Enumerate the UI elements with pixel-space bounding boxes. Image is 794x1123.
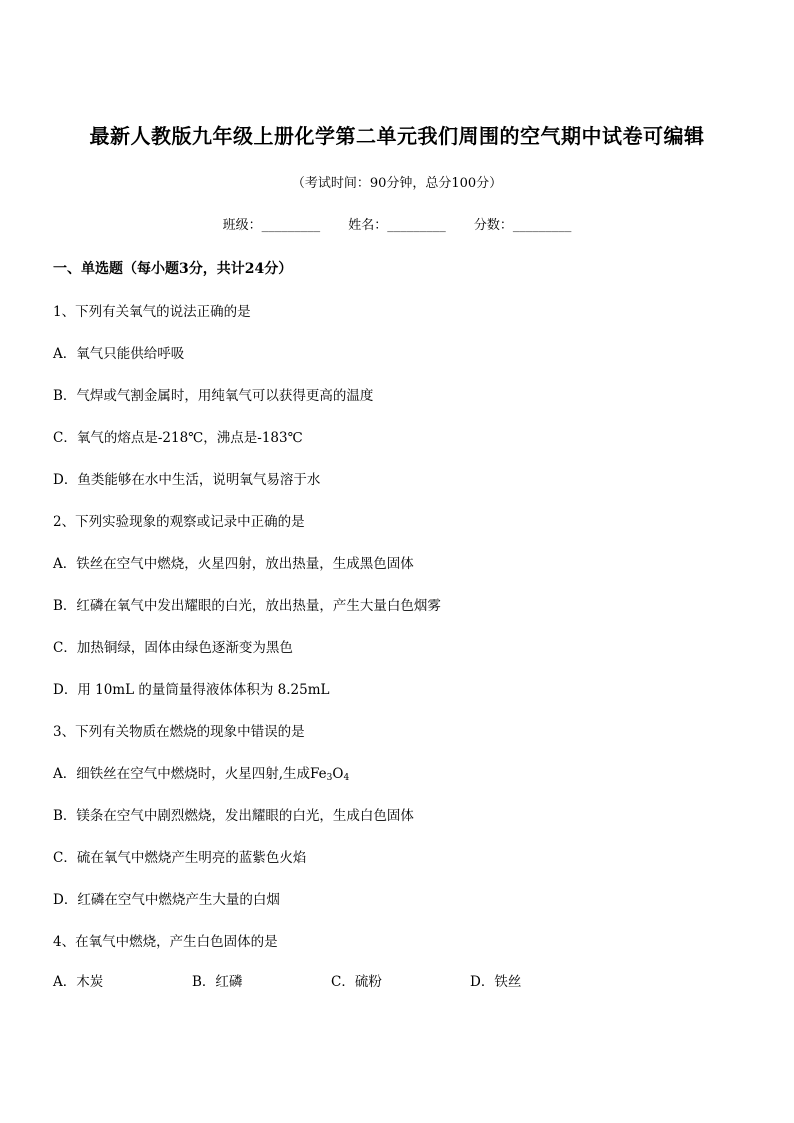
q3-option-a-o: O	[332, 766, 344, 782]
q3-option-a	[53, 762, 349, 783]
q3-option-a-sub2: 4	[343, 773, 350, 783]
q2-option-c: C．加热铜绿，固体由绿色逐渐变为黑色	[53, 640, 293, 656]
section-heading: 一、单选题（每小题3分，共计24分）	[53, 261, 293, 277]
q2-option-b: B．红磷在氧气中发出耀眼的白光，放出热量，产生大量白色烟雾	[53, 598, 441, 614]
q3-option-a-sub1: 3	[326, 773, 333, 783]
q1-stem: 1、下列有关氧气的说法正确的是	[53, 304, 251, 320]
exam-title: 最新人教版九年级上册化学第二单元我们周围的空气期中试卷可编辑	[89, 124, 705, 148]
q3-option-b: B．镁条在空气中剧烈燃烧，发出耀眼的白光，生成白色固体	[53, 808, 414, 824]
q2-option-d: D．用 10mL 的量筒量得液体体积为 8.25mL	[53, 682, 330, 698]
q4-option-a: A．木炭	[53, 974, 104, 990]
q4-options	[53, 970, 609, 990]
q4-option-b: B．红磷	[192, 974, 243, 990]
q1-option-b: B．气焊或气割金属时，用纯氧气可以获得更高的温度	[53, 388, 374, 404]
q4-stem: 4、在氧气中燃烧，产生白色固体的是	[53, 934, 278, 950]
q3-option-c: C．硫在氧气中燃烧产生明亮的蓝紫色火焰	[53, 850, 307, 866]
name-field[interactable]: 姓名：_________	[348, 218, 446, 233]
q1-option-d: D．鱼类能够在水中生活，说明氧气易溶于水	[53, 472, 321, 488]
q3-stem: 3、下列有关物质在燃烧的现象中错误的是	[53, 724, 305, 740]
q2-stem: 2、下列实验现象的观察或记录中正确的是	[53, 514, 305, 530]
q1-option-a: A．氧气只能供给呼吸	[53, 346, 185, 362]
q2-option-a: A．铁丝在空气中燃烧，火星四射，放出热量，生成黑色固体	[53, 556, 414, 572]
class-field[interactable]: 班级：_________	[222, 218, 321, 233]
q4-option-d: D．铁丝	[470, 974, 522, 990]
q3-option-a-text: A．细铁丝在空气中燃烧时，火星四射,生成Fe	[53, 766, 327, 782]
student-info-row	[0, 214, 794, 233]
q4-option-c: C．硫粉	[331, 974, 382, 990]
score-field[interactable]: 分数：_________	[473, 218, 572, 233]
q3-option-d: D．红磷在空气中燃烧产生大量的白烟	[53, 892, 280, 908]
q1-option-c: C．氧气的熔点是-218℃，沸点是-183℃	[53, 430, 303, 446]
exam-subtitle: （考试时间：90分钟，总分100分）	[291, 176, 503, 191]
